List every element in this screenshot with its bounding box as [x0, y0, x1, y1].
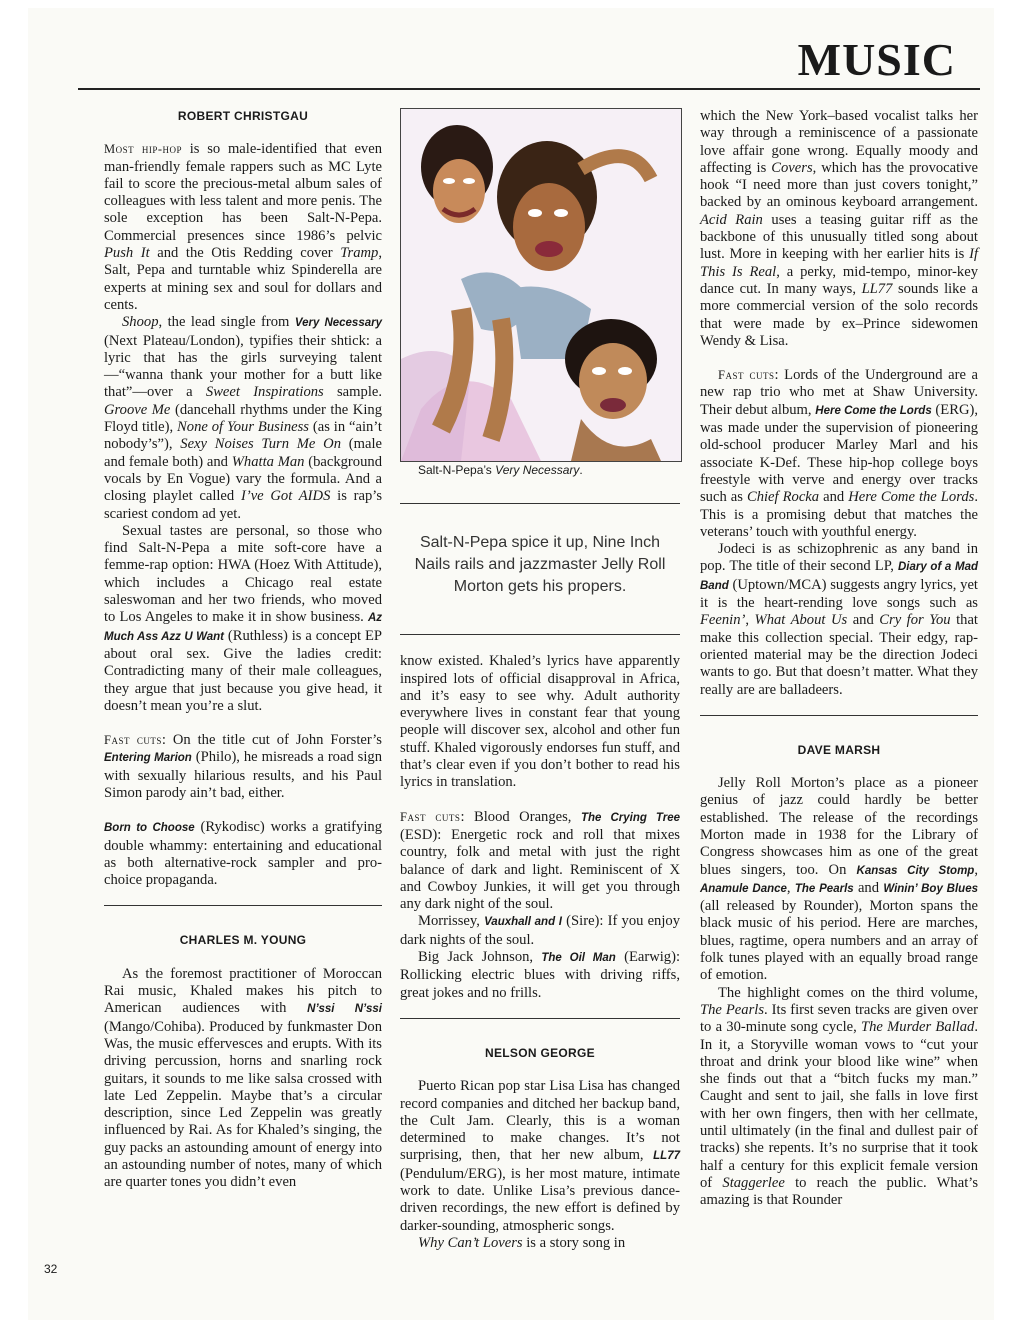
article-paragraph: which the New York–based vocalist talks her way through a reminiscence of a passionate love affair gone wrong. Equally moody and affecting is Covers, which has the provocative hook “I need more than just covers tonight,” backed by an ominous keyboard arrangement. Acid Rain uses a teasing guitar riff as the backbone of this unusually titled song about lust. More in keeping with her earlier hits is If This Is Real, a perky, mid-tempo, minor-key dance cut. In many ways, LL77 sounds like a more commercial version of the solo records that were made by ex–Prince sidewomen Wendy & Lisa.	[700, 108, 979, 349]
author-byline: DAVE MARSH	[797, 742, 881, 757]
article-paragraph: The highlight comes on the third volume, The Pearls. Its first seven tracks are given over to a 30-minute song cycle, The Murder Ballad. In it, a Storyville woman vows to “cut your throat and drink your blood like wine” when she finds out that a “bitch fucks my man.” Caught and sent to jail, she falls in love first with her own fingers, then with her cellmate, until ultimately (in the final and dullest pair of tracks) she repents. It’s no surprise that it took half a century for this explicit female version of Staggerlee to reach the public. What’s amazing is that Rounder	[700, 984, 978, 1209]
section-divider	[104, 905, 382, 906]
author-byline: ROBERT CHRISTGAU	[177, 109, 309, 123]
author-byline: CHARLES M. YOUNG	[179, 933, 307, 948]
illustration-frame	[400, 108, 682, 462]
article-paragraph: Morrissey, Vauxhall and I (Sire): If you enjoy dark nights of the soul.	[400, 913, 681, 948]
section-title: MUSIC	[797, 34, 956, 85]
article-paragraph: Most hip-hop is so male-identified that even man-friendly female rappers such as MC Lyte fail to score the precious-metal album sales of colleagues with less talent and more penis. The sole exception has been Salt-N-Pepa. Commercial presences since 1986’s pelvic Push It and the Otis Redding cover Tramp, Salt, Pepa and turntable whiz Spinderella are experts at mining sex and soul for dollars and cents.	[104, 141, 383, 313]
article-paragraph: Jelly Roll Morton’s place as a pioneer genius of jazz could hardly be better established. The release of the recordings Morton made in 1938 for the Library of Congress showcases him as one of the great blues singers, too. On Kansas City Stomp, Anamule Dance, The Pearls and Winin’ Boy Blues (all released by Rounder), Morton spans the black music of his period. Here are marches, blues, ragtime, opera numbers and an array of folk tunes played with an equally broad range of emotion.	[700, 775, 978, 984]
article-paragraph: Born to Choose (Rykodisc) works a gratifying double whammy: entertaining and educational as both alternative-rock sampler and pro-choice propaganda.	[104, 819, 382, 889]
figure	[400, 108, 680, 479]
article-paragraph: Jodeci is as schizophrenic as any band in pop. The title of their second LP, Diary of a Mad Band (Uptown/MCA) suggests angry lyrics, yet it is the heart-rending love songs such as Feenin’, What About Us and Cry for You that make this collection special. Their edgy, rap-oriented material may be the direction Jodeci wants to go. But that doesn’t matter. What they really are are balladeers.	[700, 541, 978, 698]
article-paragraph: Fast cuts: Lords of the Underground are a new rap trio who met at Shaw University. Their debut album, Here Come the Lords (ERG), was made under the supervision of pioneering old-school producer Marley Marl and his associate K-Def. These hip-hop college boys freestyle with verve and energy over tracks such as Chief Rocka and Here Come the Lords. This is a promising debut that matches the veterans’ touch with youthful energy.	[700, 367, 978, 540]
article-paragraph: Fast cuts: Blood Oranges, The Crying Tree (ESD): Energetic rock and roll that mixes country, folk and metal with just the right balance of dark and light. Reminiscent of X and Cowboy Junkies, it will get you through any dark night of the soul.	[400, 808, 680, 913]
author-byline: NELSON GEORGE	[485, 1045, 595, 1060]
article-paragraph: know existed. Khaled’s lyrics have apparently inspired lots of official disapproval in Africa, and it’s easy to see why. Adult authority everywhere lives in constant fear that young people will discover sex, alcohol and other fun stuff. Khaled vigorously endorses fun stuff, and that’s clear even if you don’t bother to read his lyrics in translation.	[400, 653, 680, 791]
article-paragraph: Puerto Rican pop star Lisa Lisa has changed record companies and ditched her backup band, the Cult Jam. Clearly, this is a woman determined to make changes. It’s not surprising, then, that her new album, LL77 (Pendulum/ERG), is her most mature, intimate work to date. Unlike Lisa’s previous dance-driven recordings, the new effort is defined by darker-sounding, atmospheric songs.	[400, 1078, 680, 1234]
page-number: 32	[44, 1262, 58, 1276]
article-paragraph: Sexual tastes are personal, so those who find Salt-N-Pepa a mite soft-core have a femme-rap option: HWA (Hoez With Attitude), which includes a Chicago real estate saleswoman and her two friends, who moved to Los Angeles to make it in show business. Az Much Ass Azz U Want (Ruthless) is a concept EP about oral sex. Give the ladies credit: Contradicting many of their male colleagues, they argue that just because you give head, it doesn’t mean you’re a slut.	[104, 522, 382, 714]
article-paragraph: Fast cuts: On the title cut of John Forster’s Entering Marion (Philo), he misreads a road sign with sexually hilarious results, and his Paul Simon parody ain’t bad, either.	[104, 732, 383, 801]
caricature-illustration	[401, 109, 681, 461]
magazine-page	[28, 8, 994, 1320]
article-paragraph: Big Jack Johnson, The Oil Man (Earwig): Rollicking electric blues with driving riffs, great jokes and no frills.	[400, 949, 680, 1001]
figure-caption: Salt-N-Pepa’s Very Necessary.	[418, 463, 583, 477]
column-3	[700, 108, 978, 1210]
section-divider	[700, 715, 978, 716]
article-paragraph: Why Can’t Lovers is a story song in	[418, 1234, 626, 1251]
article-paragraph: Shoop, the lead single from Very Necessary (Next Plateau/London), typifies their shtick: a lyric that has the girls surveying talent—“wanna thank your mother for a butt like that”—over a Sweet Inspirations sample. Groove Me (dancehall rhythms under the King Floyd title), None of Your Business (as in “ain’t nobody’s”), Sexy Noises Turn Me On (male and female both) and Whatta Man (background vocals by En Vogue) vary the formula. And a closing playlet called I’ve Got AIDS is rap’s scariest condom ad yet.	[104, 314, 382, 522]
section-header	[78, 36, 980, 90]
column-2	[400, 108, 680, 1252]
pull-quote: Salt-N-Pepa spice it up, Nine Inch Nails rails and jazzmaster Jelly Roll Morton gets his propers.	[400, 503, 680, 635]
section-divider	[400, 1018, 680, 1019]
column-1	[104, 108, 382, 1192]
article-paragraph: As the foremost practitioner of Moroccan Rai music, Khaled makes his pitch to American audiences with N’ssi N’ssi (Mango/Cohiba). Produced by funkmaster Don Was, the music effervesces and erupts. With its driving percussion, horns and snarling rock guitars, it sounds to me like salsa crossed with late Led Zeppelin. Maybe that’s a circular description, since Led Zeppelin was greatly influenced by Rai. As for Khaled’s singing, the guy packs an astounding amount of energy into an astounding number of notes, many of which are quarter tones you didn’t even	[104, 965, 382, 1191]
